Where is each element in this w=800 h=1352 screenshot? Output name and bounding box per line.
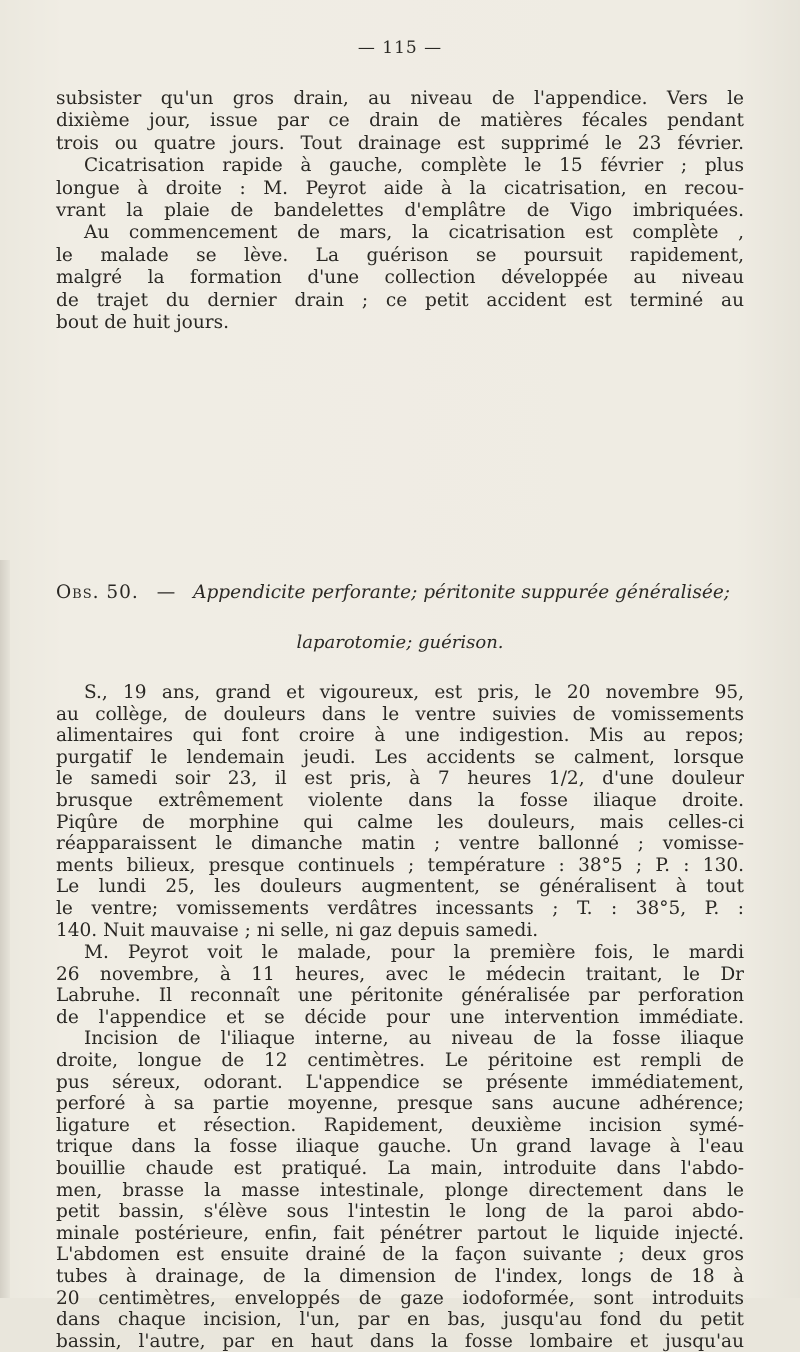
text-line: longue à droite : M. Peyrot aide à la cicatrisation, en recou-: [56, 177, 744, 199]
text-line: dixième jour, issue par ce drain de matières fécales pendant: [56, 110, 744, 132]
observation-heading: [56, 582, 746, 604]
text-line: 20 centimètres, enveloppés de gaze iodoformée, sont introduits: [56, 1287, 744, 1309]
text-line: perforé à sa partie moyenne, presque sans aucune adhérence;: [56, 1093, 744, 1115]
text-line: le malade se lève. La guérison se poursuit rapidement,: [56, 244, 744, 266]
text-line: pus séreux, odorant. L'appendice se présente immédiatement,: [56, 1071, 744, 1093]
gutter-shadow: [0, 560, 10, 1298]
text-line: brusque extrêmement violente dans la fosse iliaque droite.: [56, 789, 744, 811]
text-line: vrant la plaie de bandelettes d'emplâtre de Vigo imbriquées.: [56, 200, 744, 222]
text-line: de l'appendice et se décide pour une intervention immédiate.: [56, 1006, 744, 1028]
text-line: M. Peyrot voit le malade, pour la première fois, le mardi: [84, 942, 744, 963]
observation-title: Appendicite perforante; péritonite suppurée généralisée;: [193, 582, 731, 603]
text-line: bouillie chaude est pratiqué. La main, introduite dans l'abdo-: [56, 1157, 744, 1179]
text-line: subsister qu'un gros drain, au niveau de l'appendice. Vers le: [56, 88, 744, 109]
text-line: purgatif le lendemain jeudi. Les accidents se calment, lorsque: [56, 746, 744, 768]
text-line: le ventre; vomissements verdâtres incessants ; T. : 38°5, P. :: [56, 897, 744, 919]
text-line: alimentaires qui font croire à une indigestion. Mis au repos;: [56, 725, 744, 747]
text-line: tubes à drainage, de la dimension de l'index, longs de 18 à: [56, 1265, 744, 1287]
text-line: droite, longue de 12 centimètres. Le péritoine est rempli de: [56, 1049, 744, 1071]
text-line: trique dans la fosse iliaque gauche. Un grand lavage à l'eau: [56, 1136, 744, 1158]
text-line: Labruhe. Il reconnaît une péritonite généralisée par perforation: [56, 985, 744, 1007]
paragraph-continuation: [56, 88, 744, 334]
text-line: Au commencement de mars, la cicatrisation est complète ,: [84, 222, 744, 244]
text-line: malgré la formation d'une collection développée au niveau: [56, 267, 744, 289]
text-line: réapparaissent le dimanche matin ; ventre ballonné ; vomisse-: [56, 833, 744, 855]
text-line: Piqûre de morphine qui calme les douleurs, mais celles-ci: [56, 811, 744, 833]
page-number: — 115 —: [357, 38, 443, 58]
observation-separator: —: [156, 582, 176, 603]
text-line: bassin, l'autre, par en haut dans la fosse lombaire et jusqu'au: [56, 1330, 744, 1352]
text-line: de trajet du dernier drain ; ce petit accident est terminé au: [56, 289, 744, 311]
text-line: S., 19 ans, grand et vigoureux, est pris, le 20 novembre 95,: [84, 682, 744, 703]
text-line: minale postérieure, enfin, fait pénétrer partout le liquide injecté.: [56, 1222, 744, 1244]
text-line: dans chaque incision, l'un, par en bas, jusqu'au fond du petit: [56, 1309, 744, 1331]
operation-paragraph: [56, 942, 744, 1352]
text-line: au collège, de douleurs dans le ventre suivies de vomissements: [56, 703, 744, 725]
text-line: petit bassin, s'élève sous l'intestin le long de la paroi abdo-: [56, 1201, 744, 1223]
text-line: bout de huit jours.: [56, 312, 229, 334]
text-line: men, brasse la masse intestinale, plonge directement dans le: [56, 1179, 744, 1201]
observation-subtitle: laparotomie; guérison.: [296, 632, 504, 653]
text-line: Le lundi 25, les douleurs augmentent, se généralisent à tout: [56, 876, 744, 898]
text-line: trois ou quatre jours. Tout drainage est supprimé le 23 février.: [56, 132, 744, 154]
case-history-paragraph: [56, 682, 744, 941]
text-line: 140. Nuit mauvaise ; ni selle, ni gaz depuis samedi.: [56, 919, 539, 941]
text-line: ments bilieux, presque continuels ; température : 38°5 ; P. : 130.: [56, 854, 744, 876]
observation-label: Obs. 50.: [56, 582, 139, 603]
text-line: Incision de l'iliaque interne, au niveau de la fosse iliaque: [84, 1028, 744, 1050]
text-line: 26 novembre, à 11 heures, avec le médecin traitant, le Dr: [56, 963, 744, 985]
text-line: L'abdomen est ensuite drainé de la façon suivante ; deux gros: [56, 1244, 744, 1266]
text-line: Cicatrisation rapide à gauche, complète le 15 février ; plus: [84, 155, 744, 177]
text-line: ligature et résection. Rapidement, deuxième incision symé-: [56, 1114, 744, 1136]
text-line: le samedi soir 23, il est pris, à 7 heures 1/2, d'une douleur: [56, 768, 744, 790]
